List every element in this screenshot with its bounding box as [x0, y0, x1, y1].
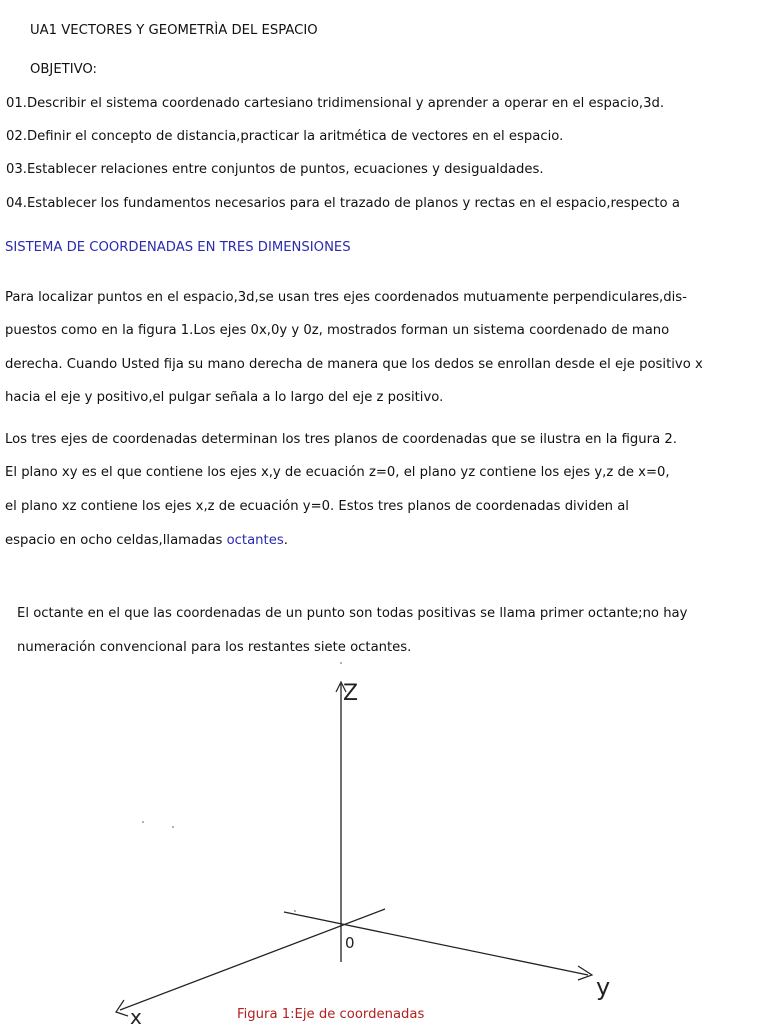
- speck: [294, 910, 296, 912]
- objective-item-1: 01.Describir el sistema coordenado cartesiano tridimensional y aprender a operar en el espacio,3d.: [6, 96, 665, 111]
- paragraph-2-line-4-end: .: [283, 533, 288, 548]
- objective-item-4: 04.Establecer los fundamentos necesarios para el trazado de planos y rectas en el espacio,respecto a: [6, 196, 680, 211]
- paragraph-3-line-2: numeración convencional para los restantes siete octantes.: [17, 640, 412, 655]
- paragraph-2-line-4-text: espacio en ocho celdas,llamadas: [5, 533, 227, 548]
- objective-item-2: 02.Definir el concepto de distancia,practicar la aritmética de vectores en el espacio.: [6, 129, 564, 144]
- paragraph-1-line-2: puestos como en la figura 1.Los ejes 0x,0y y 0z, mostrados forman un sistema coordenado de mano: [5, 323, 670, 338]
- paragraph-1-line-4: hacia el eje y positivo,el pulgar señala a lo largo del eje z positivo.: [5, 390, 444, 405]
- x-axis-label: x: [130, 1005, 142, 1024]
- speck: [142, 821, 144, 823]
- paragraph-1-line-1: Para localizar puntos en el espacio,3d,se usan tres ejes coordenados mutuamente perpendiculares,dis-: [5, 290, 687, 305]
- document-title: UA1 VECTORES Y GEOMETRÌA DEL ESPACIO: [30, 23, 318, 38]
- speck: [172, 826, 174, 828]
- paragraph-2-line-3: el plano xz contiene los ejes x,z de ecuación y=0. Estos tres planos de coordenadas dividen al: [5, 499, 629, 514]
- figure-caption: Figura 1:Eje de coordenadas: [237, 1007, 425, 1022]
- x-axis-line: [120, 909, 385, 1010]
- octantes-link[interactable]: octantes: [226, 533, 284, 548]
- objective-heading: OBJETIVO:: [30, 62, 97, 77]
- y-axis-label: y: [596, 973, 611, 1001]
- paragraph-2-line-2: El plano xy es el que contiene los ejes x,y de ecuación z=0, el plano yz contiene los ejes y,z de x=0,: [5, 465, 670, 480]
- z-axis-label: Z: [343, 681, 359, 706]
- objective-item-3: 03.Establecer relaciones entre conjuntos de puntos, ecuaciones y desigualdades.: [6, 162, 544, 177]
- y-axis-line: [284, 912, 588, 975]
- section-heading: SISTEMA DE COORDENADAS EN TRES DIMENSIONES: [5, 240, 351, 255]
- speck: [340, 662, 342, 664]
- paragraph-2-line-1: Los tres ejes de coordenadas determinan los tres planos de coordenadas que se ilustra en la figura 2.: [5, 432, 677, 447]
- paragraph-3-line-1: El octante en el que las coordenadas de un punto son todas positivas se llama primer octante;no hay: [17, 606, 688, 621]
- paragraph-1-line-3: derecha. Cuando Usted fija su mano derecha de manera que los dedos se enrollan desde el eje positivo x: [5, 357, 703, 372]
- origin-label: 0: [345, 934, 355, 952]
